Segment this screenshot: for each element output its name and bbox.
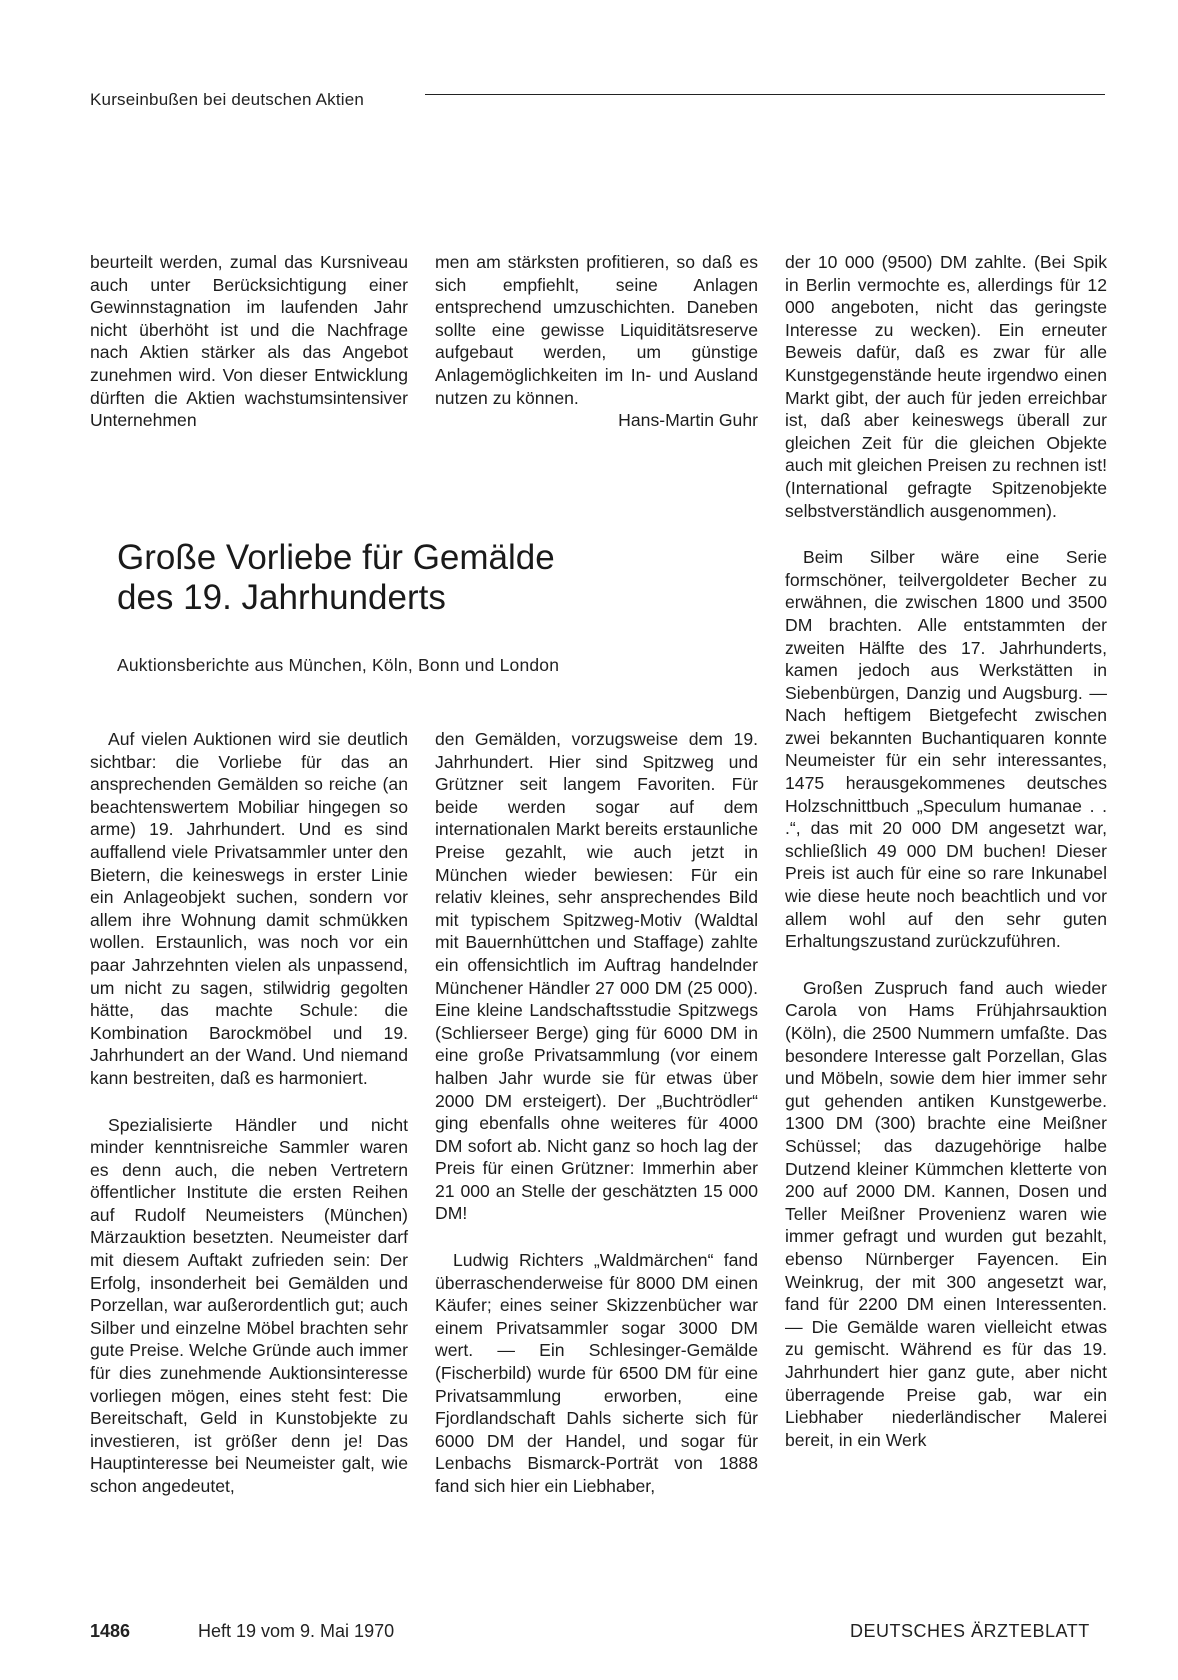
article2-column-2 <box>435 728 758 1498</box>
article2-col3-paragraph-3: Großen Zuspruch fand auch wieder Carola von Hams Frühjahrsauktion (Köln), die 2500 Nummern umfaßte. Das besondere Interesse galt Porzellan, Glas und Möbeln, sowie dem hier immer sehr gut gehenden antiken Kunstgewerbe. 1300 DM (300) brachte eine Meißner Schüssel; das dazugehörige halbe Dutzend kleiner Kümmchen kletterte von 200 auf 2000 DM. Kannen, Dosen und Teller Meißner Provenienz waren wie immer gefragt und wurden gut bezahlt, ebenso Nürnberger Fayencen. Ein Weinkrug, der mit 300 angesetzt war, fand für 2200 DM einen Interessenten. — Die Gemälde waren vielleicht etwas zu gemischt. Während es für das 19. Jahrhundert hier ganz gute, aber nicht überragende Preise gab, war ein Liebhaber niederländischer Malerei bereit, in ein Werk <box>785 977 1107 1450</box>
article2-col1-paragraph-1: Auf vielen Auktionen wird sie deutlich sichtbar: die Vorliebe für das an ansprechenden Gemälden so reiche (an beachtenswertem Mobiliar hingegen so arme) 19. Jahrhundert. Und es sind auffallend viele Privatsammler unter den Bietern, die keineswegs in erster Linie ein Anlageobjekt suchen, sondern vor allem ihre Wohnung damit schmükken wollen. Erstaunlich, was noch vor ein paar Jahrzehnten vielen als unpassend, um nicht zu sagen, stilwidrig gegolten hätte, das machte Schule: die Kombination Barockmöbel und 19. Jahrhundert an der Wand. Und niemand kann bestreiten, daß es harmoniert. <box>90 729 408 1088</box>
article1-col1-text: beurteilt werden, zumal das Kursniveau auch unter Berücksichtigung einer Gewinnstagnation im laufenden Jahr nicht überhöht ist und die Nachfrage nach Aktien stärker als das Angebot zunehmen wird. Von dieser Entwicklung dürften die Aktien wachstumsintensiver Unternehmen <box>90 252 408 431</box>
article2-col3-paragraph-1: der 10 000 (9500) DM zahlte. (Bei Spik in Berlin vermochte es, allerdings für 12 000 angeboten, nicht das geringste Interesse zu wecken). Ein erneuter Beweis dafür, daß es zwar für alle Kunstgegenstände heute irgendwo einen Markt gibt, der auch für jeden erreichbar ist, daß aber keineswegs überall zur gleichen Zeit für die gleichen Objekte auch mit gleichen Preisen zu rechnen ist! (International gefragte Spitzenobjekte selbstverständlich ausgenommen). <box>785 252 1107 521</box>
headline-line-1: Große Vorliebe für Gemälde <box>117 538 555 577</box>
article1-column-2 <box>435 251 758 432</box>
journal-name: DEUTSCHES ÄRZTEBLATT <box>850 1621 1090 1641</box>
article2-column-3 <box>785 251 1107 1451</box>
article2-subheadline: Auktionsberichte aus München, Köln, Bonn und London <box>117 655 560 675</box>
running-title: Kurseinbußen bei deutschen Aktien <box>90 90 365 109</box>
header-rule <box>425 94 1105 95</box>
article2-col3-paragraph-2: Beim Silber wäre eine Serie formschöner, teilvergoldeter Becher zu erwähnen, die zwischen 1800 und 3500 DM brachten. Alle entstammten der zweiten Hälfte des 17. Jahrhunderts, kamen jedoch aus Werkstätten in Siebenbürgen, Danzig und Augsburg. — Nach heftigem Bietgefecht zwischen zwei bekannten Buchantiquaren konnte Neumeister für ein sehr interessantes, 1475 herausgekommenes deutsches Holzschnittbuch „Speculum humanae . . .“, das mit 20 000 DM angesetzt war, schließlich 49 000 DM buchen! Dieser Preis ist auch für eine so rare Inkunabel wie diese heute noch beachtlich und vor allem wohl auf den sehr guten Erhaltungszustand zurückzuführen. <box>785 547 1107 952</box>
article2-col2-paragraph-1: den Gemälden, vorzugsweise dem 19. Jahrhundert. Hier sind Spitzweg und Grützner seit langem Favoriten. Für beide werden sogar auf dem internationalen Markt bereits erstaunliche Preise gezahlt, wie auch jetzt in München wieder bewiesen: Für ein relativ kleines, sehr ansprechendes Bild mit typischem Spitzweg-Motiv (Waldtal mit Bauernhüttchen und Staffage) zahlte ein offensichtlich im Auftrag handelnder Münchener Händler 27 000 DM (25 000). Eine kleine Landschaftsstudie Spitzwegs (Schlierseer Berge) ging für 6000 DM in eine große Privatsammlung (vor einem halben Jahr wurde sie für etwas über 2000 DM ersteigert). Der „Buchtrödler“ ging ebenfalls ohne weiteres für 4000 DM sofort ab. Nicht ganz so hoch lag der Preis für einen Grützner: Immerhin aber 21 000 an Stelle der geschätzten 15 000 DM! <box>435 729 758 1224</box>
article2-headline <box>117 538 757 618</box>
article1-column-1 <box>90 251 408 432</box>
article2-col1-paragraph-2: Spezialisierte Händler und nicht minder kenntnisreiche Sammler waren es denn auch, die neben Vertretern öffentlicher Institute die ersten Reihen auf Rudolf Neumeisters (München) Märzauktion besetzten. Neumeister darf mit diesem Auftakt zufrieden sein: Der Erfolg, insonderheit bei Gemälden und Porzellan, war außerordentlich gut; auch Silber und einzelne Möbel brachten sehr gute Preise. Welche Gründe auch immer für dies zunehmende Auktionsinteresse vorliegen mögen, eines steht fest: Die Bereitschaft, Geld in Kunstobjekte zu investieren, ist größer denn je! Das Hauptinteresse bei Neumeister galt, wie schon angedeutet, <box>90 1114 408 1496</box>
page-number: 1486 <box>90 1621 131 1641</box>
article2-col2-paragraph-2: Ludwig Richters „Waldmärchen“ fand überraschenderweise für 8000 DM einen Käufer; eines seiner Skizzenbücher war einem Privatsammler sogar 3000 DM wert. — Ein Schlesinger-Gemälde (Fischerbild) wurde für 6500 DM für eine Privatsammlung erworben, eine Fjordlandschaft Dahls sicherte sich für 6000 DM der Handel, und sogar für Lenbachs Bismarck-Porträt von 1888 fand sich hier ein Liebhaber, <box>435 1250 758 1496</box>
article1-author: Hans-Martin Guhr <box>618 410 758 431</box>
headline-line-2: des 19. Jahrhunderts <box>117 578 446 617</box>
article1-col2-text <box>435 251 758 432</box>
issue-info: Heft 19 vom 9. Mai 1970 <box>198 1621 395 1641</box>
article2-column-1 <box>90 728 408 1498</box>
article1-col2-body: men am stärksten profitieren, so daß es sich empfiehlt, seine Anlagen entsprechend umzuschichten. Daneben sollte eine gewisse Liquiditätsreserve aufgebaut werden, um günstige Anlagemöglichkeiten im In- und Ausland nutzen zu können. <box>435 252 758 408</box>
